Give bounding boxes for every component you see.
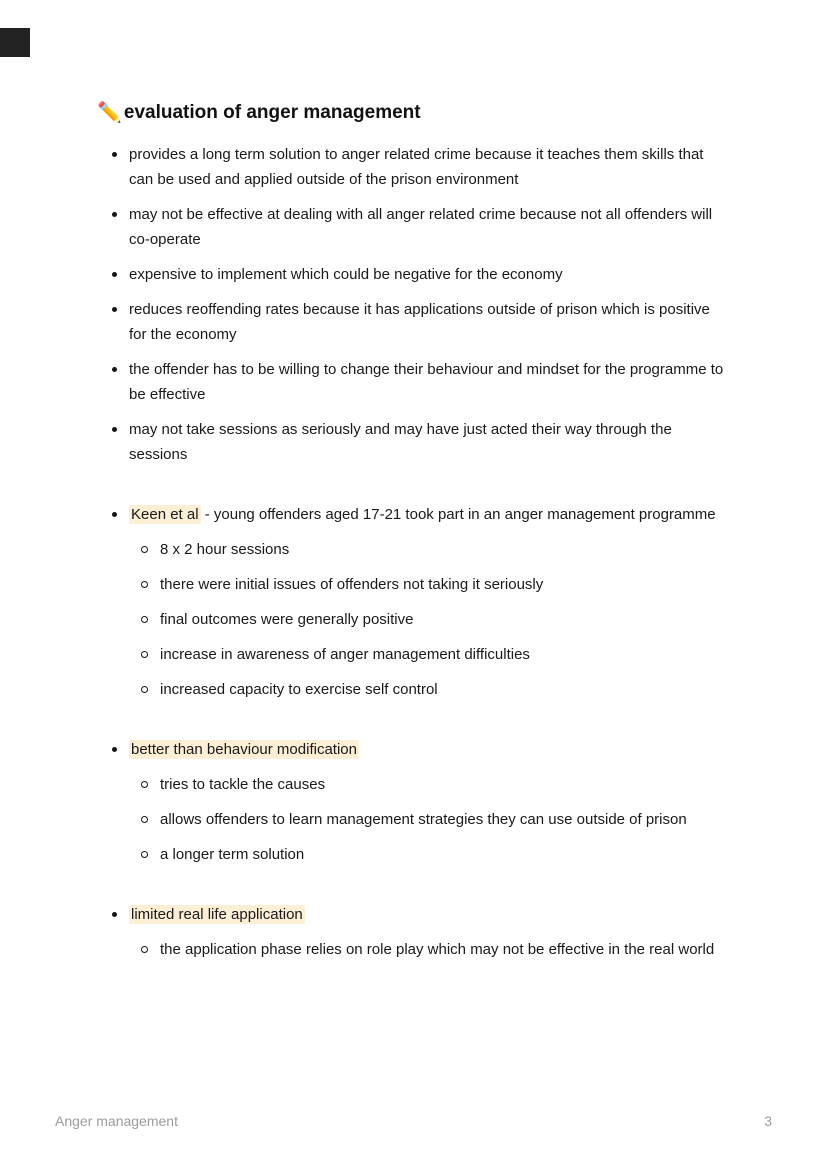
document-content (97, 100, 729, 972)
sub-list-item: allows offenders to learn management strategies they can use outside of prison (97, 807, 729, 832)
highlighted-text: limited real life application (131, 906, 303, 923)
list-item: may not take sessions as seriously and may have just acted their way through the sessions (97, 417, 729, 467)
footer-document-title: Anger management (55, 1113, 178, 1129)
list-item-limited-application (97, 902, 729, 927)
page-footer (0, 1113, 828, 1129)
sub-list-item: increase in awareness of anger management difficulties (97, 642, 729, 667)
list-item-better-than (97, 737, 729, 762)
sub-list-item: 8 x 2 hour sessions (97, 537, 729, 562)
list-item: the offender has to be willing to change their behaviour and mindset for the programme to be effective (97, 357, 729, 407)
sub-list-item: there were initial issues of offenders not taking it seriously (97, 572, 729, 597)
sub-list-item: the application phase relies on role play which may not be effective in the real world (97, 937, 729, 962)
list-item: reduces reoffending rates because it has applications outside of prison which is positive for the economy (97, 297, 729, 347)
page-title (97, 100, 729, 126)
highlighted-text: Keen et al (131, 506, 199, 523)
list-item-text: - young offenders aged 17-21 took part in an anger management programme (200, 506, 716, 523)
pencil-icon: ✏️ (97, 102, 122, 124)
sub-list-item: increased capacity to exercise self control (97, 677, 729, 702)
list-item: expensive to implement which could be negative for the economy (97, 262, 729, 287)
highlighted-text: better than behaviour modification (131, 741, 357, 758)
list-item: provides a long term solution to anger related crime because it teaches them skills that can be used and applied outside of the prison environment (97, 142, 729, 192)
sub-list-item: a longer term solution (97, 842, 729, 867)
list-item-keen-study (97, 502, 729, 527)
sub-list-item: final outcomes were generally positive (97, 607, 729, 632)
corner-mark (0, 28, 30, 57)
sub-list-item: tries to tackle the causes (97, 772, 729, 797)
list-item: may not be effective at dealing with all anger related crime because not all offenders will co-operate (97, 202, 729, 252)
page-title-text: evaluation of anger management (123, 102, 421, 123)
footer-page-number: 3 (764, 1113, 772, 1129)
